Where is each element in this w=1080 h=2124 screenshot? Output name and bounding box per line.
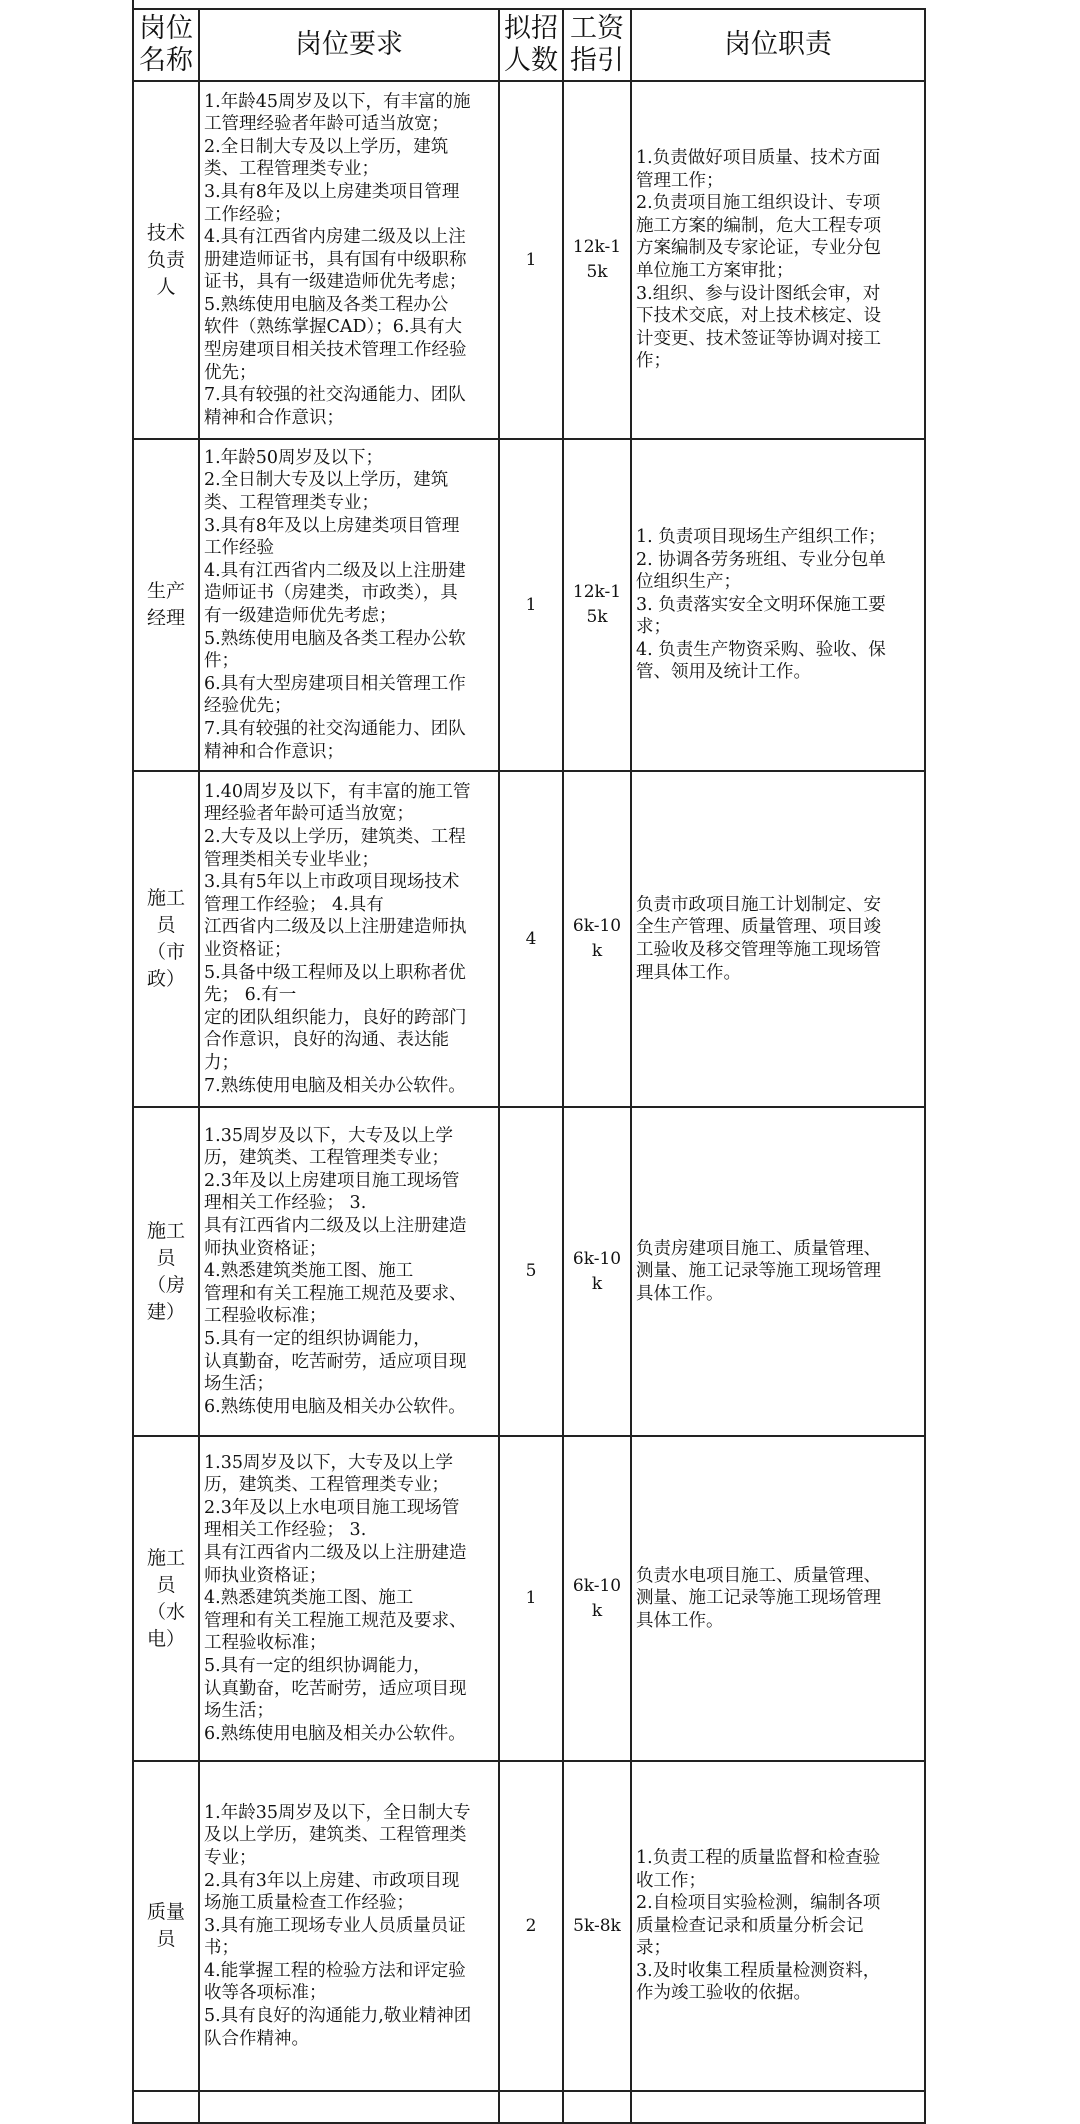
salary-value xyxy=(563,1107,631,1436)
duty-line: 录； xyxy=(636,1938,671,1959)
requirement-line: 5.具有一定的组织协调能力， xyxy=(204,1328,431,1349)
requirement-line: 力； xyxy=(204,1052,239,1073)
duty-line: 1.负责工程的质量监督和检查验 xyxy=(636,1847,881,1868)
requirement-line: 5.具备中级工程师及以上职称者优 xyxy=(204,962,466,983)
duty-line: 方案编制及专家论证，专业分包 xyxy=(636,238,881,259)
duty-line: 3.及时收集工程质量检测资料， xyxy=(636,1960,881,1981)
requirement-line: 理经验者年龄可适当放宽； xyxy=(204,804,414,825)
salary-text: 12k-15k xyxy=(572,582,622,627)
salary-value xyxy=(563,1761,631,2091)
requirement-line: 3.具有5年以上市政项目现场技术 xyxy=(204,872,460,893)
table-row-partial xyxy=(133,2091,925,2123)
headcount-value: 5 xyxy=(499,1107,563,1436)
duty-line: 质量检查记录和质量分析会记 xyxy=(636,1915,864,1936)
requirement-line: 1.年龄50周岁及以下； xyxy=(204,447,383,468)
position-duties xyxy=(631,771,925,1107)
table-row xyxy=(133,1761,925,2091)
duty-line: 位组织生产； xyxy=(636,572,741,593)
position-requirements xyxy=(199,1436,499,1761)
requirement-line: 6.熟练使用电脑及相关办公软件。 xyxy=(204,1723,466,1744)
salary-value xyxy=(563,771,631,1107)
duty-line: 全生产管理、质量管理、项目竣 xyxy=(636,917,881,938)
requirement-line: 2.大专及以上学历，建筑类、工程 xyxy=(204,827,466,848)
position-requirements xyxy=(199,439,499,771)
header-salary: 工资指引 xyxy=(563,9,631,81)
requirement-line: 管理和有关工程施工规范及要求、 xyxy=(204,1610,467,1631)
requirement-line: 收等各项标准； xyxy=(204,1983,327,2004)
requirement-line: 5.具有良好的沟通能力,敬业精神团 xyxy=(204,2006,472,2027)
requirement-line: 造师证书（房建类，市政类），具 xyxy=(204,583,458,604)
duty-line: 测量、施工记录等施工现场管理 xyxy=(636,1588,881,1609)
requirement-line: 5.具有一定的组织协调能力， xyxy=(204,1655,431,1676)
requirement-line: 具有江西省内二级及以上注册建造 xyxy=(204,1216,467,1237)
position-duties xyxy=(631,1761,925,2091)
headcount-value: 1 xyxy=(499,439,563,771)
duty-line: 1. 负责项目现场生产组织工作； xyxy=(636,526,886,547)
empty-cell xyxy=(199,2091,499,2123)
requirement-line: 认真勤奋，吃苦耐劳，适应项目现 xyxy=(204,1351,467,1372)
requirement-line: 历，建筑类、工程管理类专业； xyxy=(204,1475,449,1496)
position-requirements xyxy=(199,771,499,1107)
requirement-line: 2.全日制大专及以上学历，建筑 xyxy=(204,136,449,157)
requirement-line: 及以上学历，建筑类、工程管理类 xyxy=(204,1825,467,1846)
position-requirements xyxy=(199,1761,499,2091)
salary-text: 6k-10k xyxy=(572,916,622,961)
requirement-line: 软件（熟练掌握CAD）；6.具有大 xyxy=(204,317,463,338)
duty-line: 工验收及移交管理等施工现场管 xyxy=(636,940,881,960)
position-duties xyxy=(631,1436,925,1761)
requirement-line: 工作经验 xyxy=(204,538,274,559)
duty-line: 3. 负责落实安全文明环保施工要 xyxy=(636,594,886,615)
requirement-line: 业资格证； xyxy=(204,940,292,960)
position-name: 质量员 xyxy=(133,1761,199,2091)
requirement-line: 具有江西省内二级及以上注册建造 xyxy=(204,1543,467,1564)
duty-line: 1.负责做好项目质量、技术方面 xyxy=(636,148,881,169)
position-duties xyxy=(631,1107,925,1436)
requirement-line: 3.具有8年及以上房建类项目管理 xyxy=(204,181,460,202)
requirement-line: 4.能掌握工程的检验方法和评定验 xyxy=(204,1960,466,1981)
requirement-line: 优先； xyxy=(204,362,257,383)
table-row xyxy=(133,81,925,439)
requirement-line: 书； xyxy=(204,1938,239,1959)
requirement-line: 理相关工作经验； 3. xyxy=(204,1520,367,1541)
requirement-line: 精神和合作意识； xyxy=(204,741,344,762)
table-row xyxy=(133,771,925,1107)
empty-cell xyxy=(631,2091,925,2123)
previous-content-fragment xyxy=(132,0,158,8)
position-name: 生产经理 xyxy=(133,439,199,771)
requirement-line: 场生活； xyxy=(204,1374,274,1395)
position-requirements xyxy=(199,1107,499,1436)
requirement-line: 2.具有3年以上房建、市政项目现 xyxy=(204,1870,460,1891)
requirement-line: 专业； xyxy=(204,1847,257,1868)
duty-line: 2.负责项目施工组织设计、专项 xyxy=(636,193,881,214)
position-name: 施工员（市政） xyxy=(133,771,199,1107)
requirement-line: 2.全日制大专及以上学历，建筑 xyxy=(204,470,449,491)
duty-line: 具体工作。 xyxy=(636,1610,724,1631)
duty-line: 管理工作； xyxy=(636,170,724,191)
requirement-line: 类、工程管理类专业； xyxy=(204,159,379,180)
duty-line: 下技术交底，对上技术核定、设 xyxy=(636,306,881,327)
requirement-line: 5.熟练使用电脑及各类工程办公 xyxy=(204,294,449,315)
position-duties xyxy=(631,439,925,771)
requirement-line: 4.具有江西省内房建二级及以上注 xyxy=(204,227,466,248)
requirement-line: 有一级建造师优先考虑； xyxy=(204,606,397,626)
duty-line: 4. 负责生产物资采购、验收、保 xyxy=(636,639,886,660)
table-row xyxy=(133,1107,925,1436)
requirement-line: 先； 6.有一 xyxy=(204,985,297,1006)
salary-text: 5k-8k xyxy=(573,1915,621,1936)
duty-line: 负责水电项目施工、质量管理、 xyxy=(636,1565,881,1586)
header-row xyxy=(133,9,925,81)
duty-line: 3.组织、参与设计图纸会审，对 xyxy=(636,283,881,304)
headcount-value: 4 xyxy=(499,771,563,1107)
duty-line: 负责房建项目施工、质量管理、 xyxy=(636,1238,881,1259)
headcount-value: 1 xyxy=(499,81,563,439)
duty-line: 测量、施工记录等施工现场管理 xyxy=(636,1261,881,1282)
requirement-line: 4.熟悉建筑类施工图、施工 xyxy=(204,1588,414,1609)
requirement-line: 7.熟练使用电脑及相关办公软件。 xyxy=(204,1075,466,1096)
requirement-line: 1.40周岁及以下，有丰富的施工管 xyxy=(204,781,471,802)
requirement-line: 6.熟练使用电脑及相关办公软件。 xyxy=(204,1396,466,1417)
salary-value xyxy=(563,1436,631,1761)
requirement-line: 工管理经验者年龄可适当放宽； xyxy=(204,114,449,135)
position-requirements xyxy=(199,81,499,439)
duty-line: 作为竣工验收的依据。 xyxy=(636,1983,811,2004)
requirement-line: 册建造师证书，具有国有中级职称 xyxy=(204,249,467,270)
duty-line: 收工作； xyxy=(636,1870,706,1891)
requirement-line: 1.35周岁及以下，大专及以上学 xyxy=(204,1125,453,1146)
requirement-line: 合作意识，良好的沟通、表达能 xyxy=(204,1030,449,1051)
requirement-line: 历，建筑类、工程管理类专业； xyxy=(204,1148,449,1169)
position-name: 技术负责人 xyxy=(133,81,199,439)
requirement-line: 2.3年及以上水电项目施工现场管 xyxy=(204,1497,460,1518)
empty-cell xyxy=(563,2091,631,2123)
requirement-line: 件； xyxy=(204,651,239,672)
requirement-line: 4.具有江西省内二级及以上注册建 xyxy=(204,560,466,581)
requirement-line: 1.年龄45周岁及以下，有丰富的施 xyxy=(204,91,471,112)
requirement-line: 7.具有较强的社交沟通能力、团队 xyxy=(204,718,466,739)
requirement-line: 精神和合作意识； xyxy=(204,407,344,428)
requirement-line: 师执业资格证； xyxy=(204,1238,327,1259)
requirement-line: 工程验收标准； xyxy=(204,1633,327,1654)
requirement-line: 1.35周岁及以下，大专及以上学 xyxy=(204,1452,453,1473)
duty-line: 2.自检项目实验检测，编制各项 xyxy=(636,1893,881,1914)
duty-line: 具体工作。 xyxy=(636,1283,724,1304)
requirement-line: 3.具有施工现场专业人员质量员证 xyxy=(204,1915,466,1936)
duty-line: 求； xyxy=(636,617,671,638)
requirement-line: 场生活； xyxy=(204,1701,274,1722)
header-requirements: 岗位要求 xyxy=(199,9,499,81)
requirement-line: 1.年龄35周岁及以下，全日制大专 xyxy=(204,1802,471,1823)
salary-text: 6k-10k xyxy=(572,1248,622,1294)
requirement-line: 类、工程管理类专业； xyxy=(204,493,379,514)
requirement-line: 认真勤奋，吃苦耐劳，适应项目现 xyxy=(204,1678,467,1699)
duty-line: 负责市政项目施工计划制定、安 xyxy=(636,894,881,915)
requirement-line: 工作经验； xyxy=(204,204,292,225)
duty-line: 计变更、技术签证等协调对接工 xyxy=(636,328,881,349)
requirement-line: 师执业资格证； xyxy=(204,1565,327,1586)
requirement-line: 定的团队组织能力，良好的跨部门 xyxy=(204,1007,467,1028)
empty-cell xyxy=(133,2091,199,2123)
duty-line: 作； xyxy=(636,351,671,372)
requirement-line: 经验优先； xyxy=(204,696,292,717)
requirement-line: 6.具有大型房建项目相关管理工作 xyxy=(204,673,466,694)
duty-line: 管、领用及统计工作。 xyxy=(636,662,811,683)
requirement-line: 型房建项目相关技术管理工作经验 xyxy=(204,340,467,361)
table-row xyxy=(133,439,925,771)
recruitment-table xyxy=(132,8,926,2124)
headcount-value: 1 xyxy=(499,1436,563,1761)
requirement-line: 工程验收标准； xyxy=(204,1306,327,1327)
salary-text: 6k-10k xyxy=(572,1575,622,1621)
requirement-line: 管理类相关专业毕业； xyxy=(204,849,379,870)
position-name: 施工员（水电） xyxy=(133,1436,199,1761)
requirement-line: 4.熟悉建筑类施工图、施工 xyxy=(204,1261,414,1282)
duty-line: 单位施工方案审批； xyxy=(636,261,794,281)
requirement-line: 理相关工作经验； 3. xyxy=(204,1193,367,1214)
requirement-line: 江西省内二级及以上注册建造师执 xyxy=(204,917,467,938)
requirement-line: 2.3年及以上房建项目施工现场管 xyxy=(204,1170,460,1191)
salary-text: 12k-15k xyxy=(572,237,622,282)
header-duties: 岗位职责 xyxy=(631,9,925,81)
empty-cell xyxy=(499,2091,563,2123)
requirement-line: 管理工作经验； 4.具有 xyxy=(204,894,384,915)
table-row xyxy=(133,1436,925,1761)
position-duties xyxy=(631,81,925,439)
salary-value xyxy=(563,439,631,771)
salary-value xyxy=(563,81,631,439)
header-headcount: 拟招人数 xyxy=(499,9,563,81)
header-position-name: 岗位名称 xyxy=(133,9,199,81)
requirement-line: 场施工质量检查工作经验； xyxy=(204,1893,414,1914)
requirement-line: 队合作精神。 xyxy=(204,2028,309,2049)
duty-line: 施工方案的编制，危大工程专项 xyxy=(636,215,881,236)
requirement-line: 3.具有8年及以上房建类项目管理 xyxy=(204,515,460,536)
requirement-line: 证书，具有一级建造师优先考虑； xyxy=(204,272,467,293)
duty-line: 2. 协调各劳务班组、专业分包单 xyxy=(636,549,886,570)
headcount-value: 2 xyxy=(499,1761,563,2091)
position-name: 施工员（房建） xyxy=(133,1107,199,1436)
duty-line: 理具体工作。 xyxy=(636,962,741,983)
requirement-line: 5.熟练使用电脑及各类工程办公软 xyxy=(204,628,466,649)
requirement-line: 管理和有关工程施工规范及要求、 xyxy=(204,1283,467,1304)
requirement-line: 7.具有较强的社交沟通能力、团队 xyxy=(204,385,466,406)
